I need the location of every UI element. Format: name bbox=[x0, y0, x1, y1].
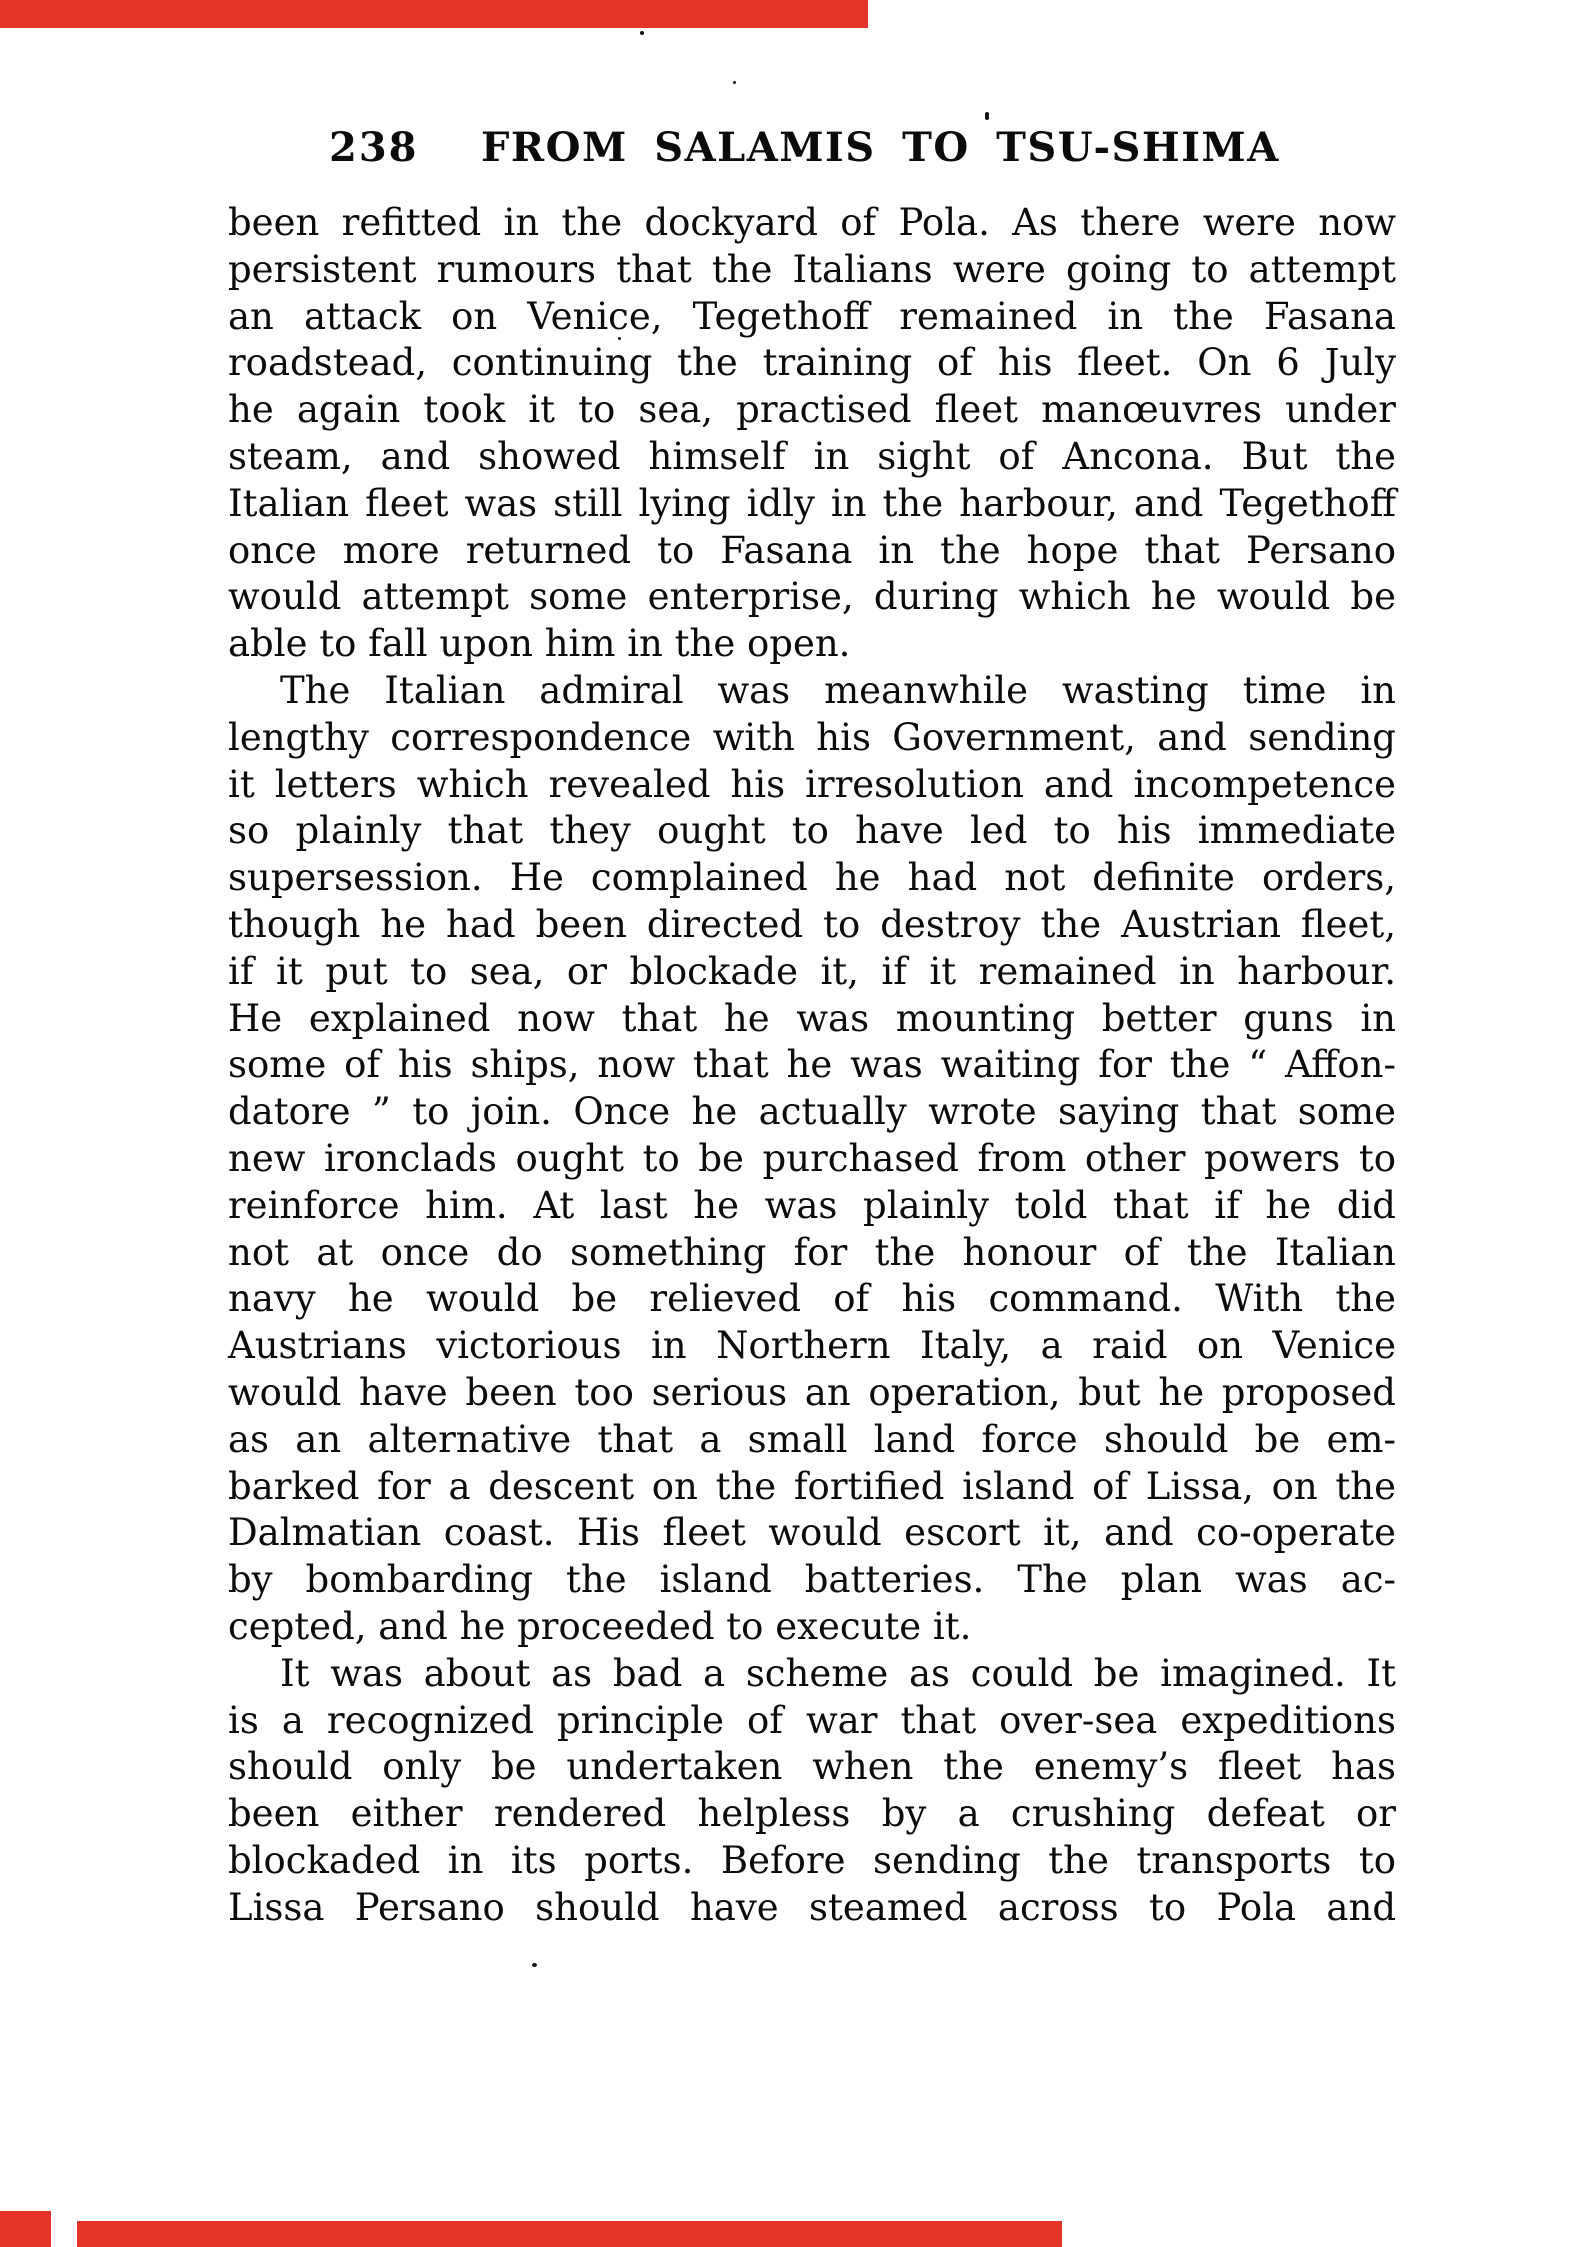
text-line: It was about as bad a scheme as could be imagined. It bbox=[280, 1651, 1396, 1695]
text-line: so plainly that they ought to have led to his immediate bbox=[228, 809, 1396, 853]
scan-speck bbox=[532, 1963, 537, 1967]
text-line: The Italian admiral was meanwhile wasting time in bbox=[280, 668, 1396, 712]
text-line: an attack on Venice, Tegethoff remained in the Fasana bbox=[228, 294, 1396, 338]
scan-speck bbox=[640, 31, 644, 35]
text-line: Dalmatian coast. His fleet would escort it, and co-operate bbox=[228, 1511, 1396, 1555]
scan-artifact-red-bottom-left bbox=[0, 2211, 51, 2247]
text-line: once more returned to Fasana in the hope that Persano bbox=[228, 528, 1396, 572]
text-line: though he had been directed to destroy the Austrian fleet, bbox=[228, 902, 1396, 946]
running-header-title: FROM SALAMIS TO TSU-SHIMA bbox=[481, 124, 1280, 171]
text-line: not at once do something for the honour of the Italian bbox=[228, 1230, 1396, 1274]
text-line: blockaded in its ports. Before sending the transports to bbox=[228, 1838, 1396, 1882]
scan-speck bbox=[733, 81, 736, 84]
text-line: new ironclads ought to be purchased from other powers to bbox=[228, 1136, 1396, 1180]
text-line: reinforce him. At last he was plainly told that if he did bbox=[228, 1183, 1396, 1227]
text-line: is a recognized principle of war that over-sea expeditions bbox=[228, 1698, 1396, 1742]
text-line: datore ” to join. Once he actually wrote saying that some bbox=[228, 1090, 1396, 1134]
text-line: cepted, and he proceeded to execute it. bbox=[228, 1604, 972, 1648]
text-line: would attempt some enterprise, during which he would be bbox=[228, 575, 1396, 619]
text-line: steam, and showed himself in sight of Ancona. But the bbox=[228, 434, 1396, 478]
text-line: supersession. He complained he had not definite orders, bbox=[228, 856, 1396, 900]
text-line: been either rendered helpless by a crushing defeat or bbox=[228, 1792, 1396, 1836]
scan-speck bbox=[985, 112, 989, 120]
text-line: roadstead, continuing the training of his fleet. On 6 July bbox=[228, 341, 1396, 385]
text-line: able to fall upon him in the open. bbox=[228, 622, 851, 666]
text-line: by bombarding the island batteries. The plan was ac- bbox=[228, 1558, 1396, 1602]
scan-artifact-red-top bbox=[0, 0, 868, 28]
text-line: would have been too serious an operation, but he proposed bbox=[228, 1370, 1396, 1414]
text-line: Italian fleet was still lying idly in the harbour, and Tegethoff bbox=[228, 481, 1396, 525]
text-line: navy he would be relieved of his command. With the bbox=[228, 1277, 1396, 1321]
text-line: barked for a descent on the fortified island of Lissa, on the bbox=[228, 1464, 1396, 1508]
text-line: some of his ships, now that he was waiting for the “ Affon- bbox=[228, 1043, 1396, 1087]
text-line: he again took it to sea, practised fleet manœuvres under bbox=[228, 388, 1396, 432]
text-line: been refitted in the dockyard of Pola. As there were now bbox=[228, 201, 1396, 244]
text-line: Lissa Persano should have steamed across to Pola and bbox=[228, 1885, 1396, 1929]
text-line: persistent rumours that the Italians were going to attempt bbox=[228, 247, 1396, 291]
text-line: lengthy correspondence with his Government, and sending bbox=[228, 715, 1396, 759]
page-number: 238 bbox=[329, 124, 419, 171]
scan-artifact-red-bottom bbox=[77, 2221, 1062, 2247]
text-line: Austrians victorious in Northern Italy, a raid on Venice bbox=[228, 1324, 1396, 1368]
text-line: if it put to sea, or blockade it, if it remained in harbour. bbox=[228, 949, 1396, 993]
text-line: it letters which revealed his irresolution and incompetence bbox=[228, 762, 1396, 806]
text-line: He explained now that he was mounting better guns in bbox=[228, 996, 1396, 1040]
page-body bbox=[228, 200, 1396, 1931]
text-line: as an alternative that a small land force should be em- bbox=[228, 1417, 1396, 1461]
text-line: should only be undertaken when the enemy’s fleet has bbox=[228, 1745, 1396, 1789]
